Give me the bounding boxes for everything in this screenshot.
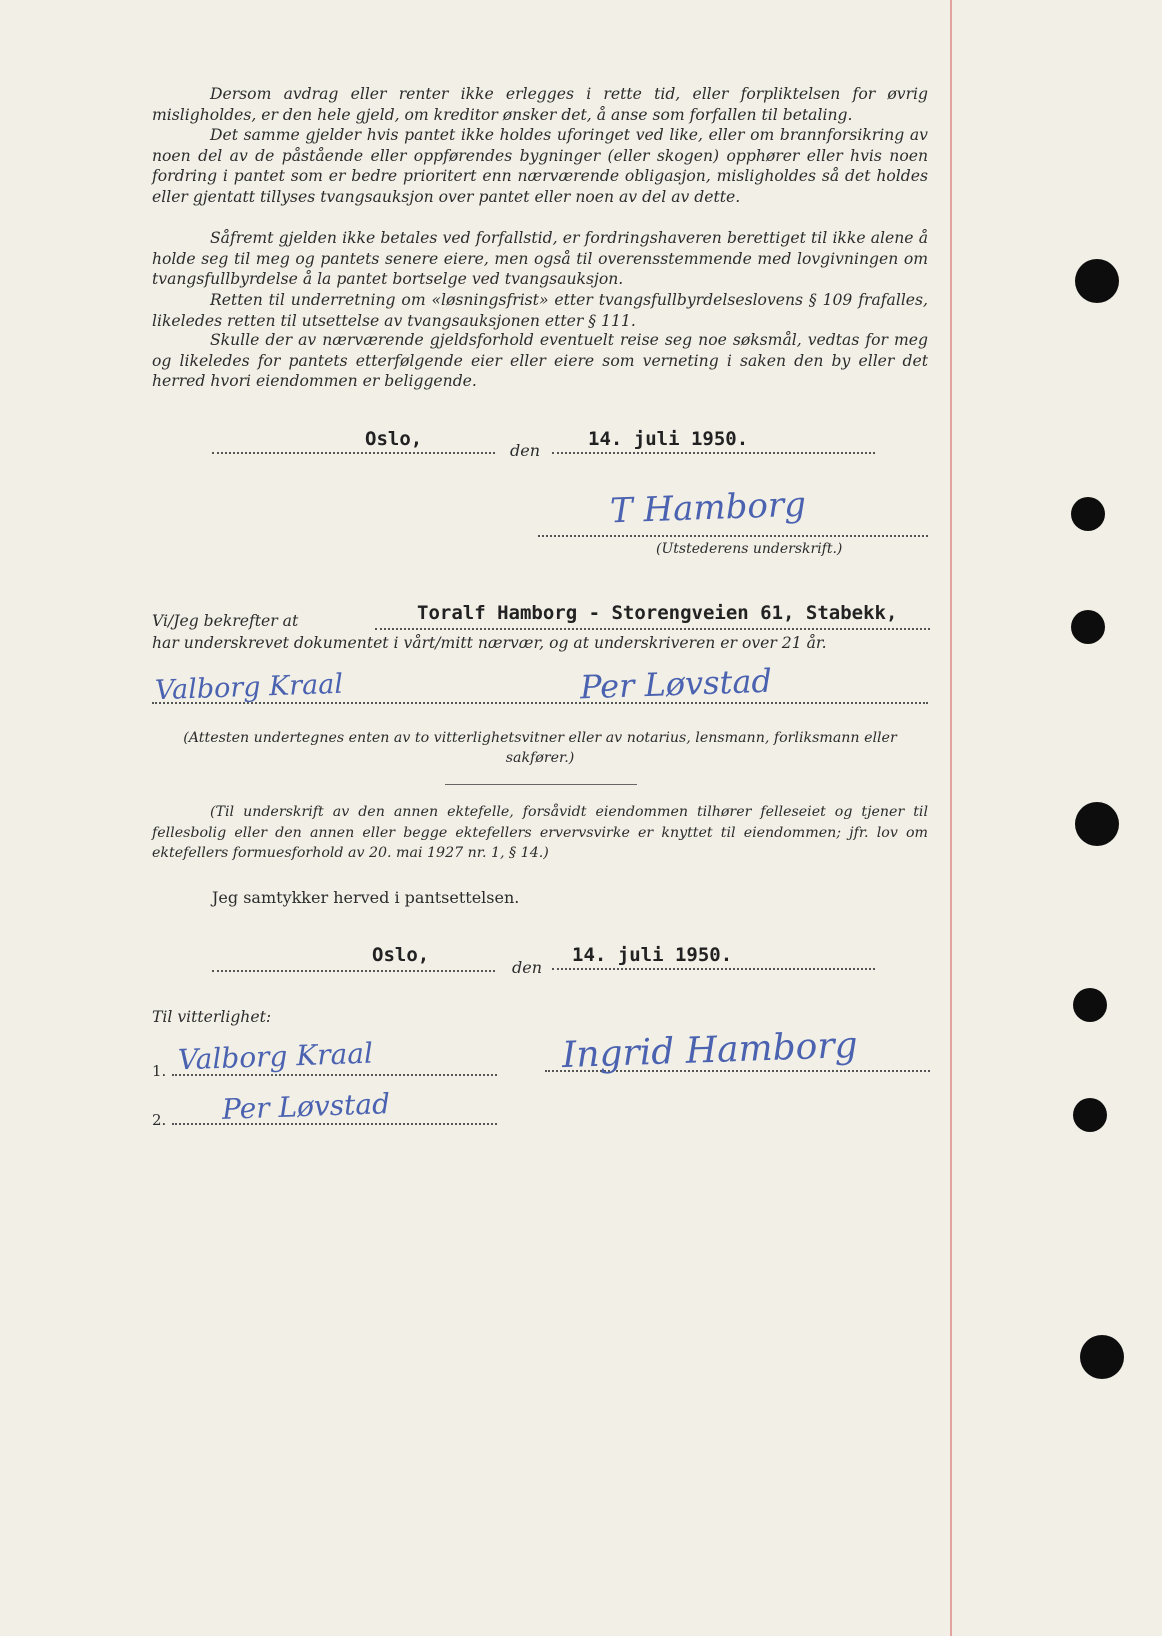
issue-date: 14. juli 1950.	[588, 428, 749, 450]
spouse-place-line	[212, 970, 495, 972]
witness-signature-line	[152, 702, 928, 704]
punch-hole	[1071, 610, 1105, 644]
spouse-consent: Jeg samtykker herved i pantsettelsen.	[212, 888, 520, 907]
witness-2-number: 2.	[152, 1111, 167, 1129]
spouse-date-line	[552, 968, 875, 970]
spouse-signature: Ingrid Hamborg	[561, 1024, 859, 1077]
terms-paragraph-3: Såfremt gjelden ikke betales ved forfallstid, er fordringshaveren berettiget til ikke alene å holde seg til meg og pantets senere eiere, men også til overensstemmende med lovgivningen om tvangsfullbyrdelse å la pantet bortselge ved tvangsauksjon.	[152, 229, 928, 288]
witness-name-line	[375, 628, 930, 630]
issuer-signature-caption: (Utstederens underskrift.)	[656, 541, 843, 557]
punch-hole	[1075, 259, 1119, 303]
spouse-place: Oslo,	[372, 944, 430, 966]
date-line	[552, 452, 875, 454]
punch-hole	[1075, 802, 1119, 846]
punch-hole	[1073, 988, 1107, 1022]
divider	[445, 784, 637, 785]
terms-paragraph-2: Det samme gjelder hvis pantet ikke holdes uforinget ved like, eller om brannforsikring av noen del av de påstående eller oppførendes bygninger (eller skogen) opphører eller hvis noen fordring i pantet som er bedre prioritert enn nærværende obligasjon, misligholdes så det holdes eller gjentatt tillyses tvangsauksjon over pantet eller noen av del av dette.	[152, 126, 928, 206]
witness-intro: Vi/Jeg bekrefter at	[152, 612, 299, 630]
den-label: den	[510, 441, 541, 460]
issuer-signature: T Hamborg	[609, 484, 807, 532]
place-line	[212, 452, 495, 454]
witness-label: Til vitterlighet:	[152, 1008, 272, 1026]
witness-1-number: 1.	[152, 1062, 167, 1080]
witnessed-name-address: Toralf Hamborg - Storengveien 61, Stabekk,	[417, 602, 898, 624]
witness-1-signature: Valborg Kraal	[177, 1036, 374, 1077]
attestation-note: (Attesten undertegnes enten av to vitterlighetsvitner eller av notarius, lensmann, forliksmann eller sakfører.)	[183, 730, 897, 766]
margin-line	[950, 0, 952, 1636]
witness-signature-1: Valborg Kraal	[154, 668, 344, 707]
terms-paragraph-4: Retten til underretning om «løsningsfrist» etter tvangsfullbyrdelseslovens § 109 frafalles, likeledes retten til utsettelse av tvangsauksjonen etter § 111.	[152, 291, 928, 330]
witness-signature-2: Per Løvstad	[579, 661, 773, 707]
witness-statement: har underskrevet dokumentet i vårt/mitt nærvær, og at underskriveren er over 21 år.	[152, 634, 827, 652]
spouse-den-label: den	[512, 958, 543, 977]
witness-2-line	[172, 1123, 497, 1125]
punch-hole	[1080, 1335, 1124, 1379]
witness-2-signature: Per Løvstad	[221, 1087, 391, 1126]
terms-paragraph-5: Skulle der av nærværende gjeldsforhold eventuelt reise seg noe søksmål, vedtas for meg og likeledes for pantets etterfølgende eier eller eiere som verneting i saken den by eller det herred hvori eiendommen er beliggende.	[152, 331, 928, 390]
spouse-note: (Til underskrift av den annen ektefelle, forsåvidt eiendommen tilhører felleseiet og tjener til fellesbolig eller den annen eller begge ektefellers ervervsvirke er knyttet til eiendommen; jfr. lov om ektefellers formuesforhold av 20. mai 1927 nr. 1, § 14.)	[152, 804, 928, 861]
terms-paragraph-1: Dersom avdrag eller renter ikke erlegges i rette tid, eller forpliktelsen for øvrig misligholdes, er den hele gjeld, om kreditor ønsker det, å anse som forfallen til betaling.	[152, 85, 928, 124]
issue-place: Oslo,	[365, 428, 423, 450]
issuer-signature-line	[538, 535, 928, 537]
spouse-date: 14. juli 1950.	[572, 944, 733, 966]
punch-hole	[1073, 1098, 1107, 1132]
punch-hole	[1071, 497, 1105, 531]
